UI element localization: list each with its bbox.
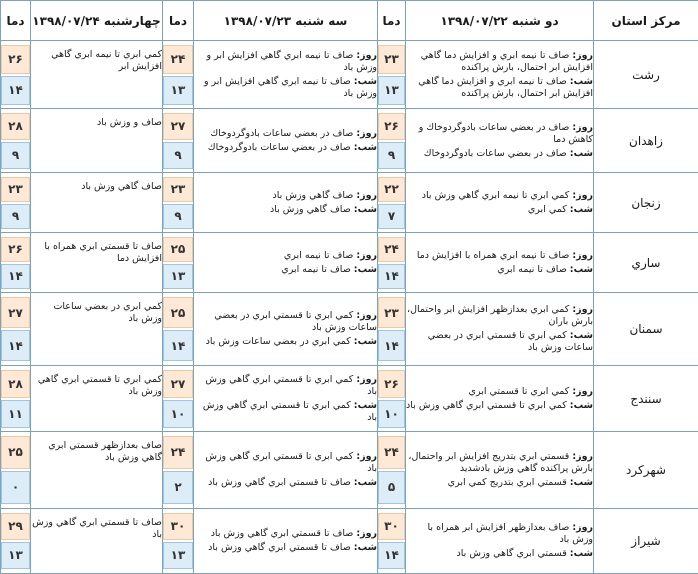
day1-night-text: كمي ابري تا قسمتي ابري گاهي وزش باد: [406, 399, 567, 411]
day3-max-temp: ۲۸: [1, 370, 30, 398]
day1-forecast: [406, 41, 594, 109]
day1-min-temp: ۱۴: [378, 264, 405, 289]
day3-forecast: [31, 109, 163, 173]
day2-temps: [163, 233, 194, 293]
day3-min-temp: ۱۴: [1, 264, 30, 289]
day2-night-text: صاف تا نیمه ابري: [281, 263, 351, 275]
day1-day-text: صاف تا نیمه ابري و افزایش دما گاهي افزایش ابر احتمال، بارش پراكنده: [420, 49, 593, 73]
day-label: روز:: [356, 310, 377, 322]
day2-day-line: [194, 190, 377, 202]
day2-day-text: كمي ابري تا قسمتي ابري گاهي وزش باد: [205, 450, 377, 474]
day3-text: صاف گاهي وزش باد: [81, 181, 162, 193]
day3-text: كمي ابري تا قسمتي ابري گاهي وزش باد: [37, 373, 162, 397]
day-label: روز:: [572, 304, 593, 316]
day1-temps: [378, 41, 406, 109]
day3-temps: [1, 41, 31, 109]
day1-temps: [378, 233, 406, 293]
day1-max-temp: ۲۴: [378, 237, 405, 262]
header-temp2: دما: [163, 1, 194, 41]
day2-day-line: [194, 374, 377, 398]
day1-day-text: كمي ابري تا نیمه ابري گاهي وزش باد: [421, 189, 570, 201]
city-name: سنندج: [594, 365, 698, 431]
table-row: [1, 432, 698, 509]
table-row: [1, 173, 698, 233]
day-label: روز:: [572, 189, 593, 201]
day-label: روز:: [356, 189, 377, 201]
day1-forecast: [406, 293, 594, 365]
day1-night-line: [406, 330, 593, 354]
city-name: شهركرد: [594, 432, 698, 509]
day3-text: كمي ابري تا نیمه ابري گاهي افزایش ابر: [51, 49, 162, 72]
day1-day-line: [406, 304, 593, 328]
day2-max-temp: ۲۷: [163, 113, 193, 140]
day-label: روز:: [572, 385, 593, 397]
day1-day-line: [406, 386, 593, 398]
day1-night-text: صاف تا نیمه ابري: [497, 263, 567, 275]
day1-min-temp: ۹: [378, 142, 405, 169]
day3-forecast: [31, 508, 163, 573]
day-label: روز:: [572, 521, 593, 533]
day3-text: صاف تا قسمتي ابري همراه با افزایش دما: [44, 241, 162, 265]
day1-forecast: [406, 508, 594, 573]
day3-max-temp: ۲۶: [1, 45, 30, 74]
day-label: روز:: [572, 249, 593, 261]
day1-temps: [378, 109, 406, 173]
day2-night-line: [194, 400, 377, 424]
day2-night-line: [194, 142, 377, 154]
day3-min-temp: ۹: [1, 142, 30, 169]
day1-min-temp: ۱۴: [378, 542, 405, 569]
day2-temps: [163, 365, 194, 431]
day1-forecast: [406, 233, 594, 293]
day2-night-text: صاف تا قسمتي ابري گاهي وزش باد: [208, 476, 351, 488]
night-label: شب:: [353, 476, 377, 488]
day3-temps: [1, 109, 31, 173]
day3-temps: [1, 173, 31, 233]
night-label: شب:: [353, 203, 377, 215]
day1-night-line: [406, 477, 593, 489]
day1-night-text: كمي ابري: [527, 203, 567, 215]
day1-night-text: قسمتي ابري بتدريج كمي ابري: [447, 476, 567, 488]
day2-min-temp: ۱۳: [163, 76, 193, 105]
day2-day-text: صاف تا قسمتي ابري گاهي وزش باد: [210, 527, 354, 539]
day2-day-line: [194, 528, 377, 540]
day1-night-line: [406, 76, 593, 100]
day2-forecast: [194, 109, 378, 173]
day2-forecast: [194, 432, 378, 509]
day2-day-line: [194, 250, 377, 262]
day2-night-text: كمي ابري در بعضي ساعات وزش باد: [205, 336, 351, 348]
day1-max-temp: ۲۶: [378, 113, 405, 140]
night-label: شب:: [353, 541, 377, 553]
day1-day-line: [406, 122, 593, 146]
day3-text: صاف و وزش باد: [97, 117, 162, 129]
day2-max-temp: ۲۷: [163, 370, 193, 398]
day3-temps: [1, 365, 31, 431]
forecast-rows: [1, 41, 698, 574]
day1-night-line: [406, 204, 593, 216]
day1-min-temp: ۱۳: [378, 76, 405, 105]
day1-day-line: [406, 522, 593, 546]
day2-forecast: [194, 365, 378, 431]
day-label: روز:: [356, 527, 377, 539]
day2-night-text: كمي ابري تا قسمتي ابري گاهي وزش باد: [202, 399, 377, 423]
day1-night-line: [406, 264, 593, 276]
day3-min-temp: ۱۴: [1, 330, 30, 361]
header-center: مرکز استان: [594, 1, 698, 41]
day2-night-line: [194, 264, 377, 276]
day3-forecast: [31, 173, 163, 233]
city-name: سمنان: [594, 293, 698, 365]
day2-day-line: [194, 128, 377, 140]
day3-text: كمي ابري در بعضي ساعات وزش باد: [53, 301, 162, 325]
day2-min-temp: ۹: [163, 204, 193, 229]
day2-night-text: صاف تا نیمه ابري گاهي افزایش ابر و وزش باد: [203, 75, 377, 99]
day1-day-text: قسمتي ابري بتدريج افزایش ابر واحتمال، بارش پراكنده گاهي وزش بادشديد: [408, 450, 593, 474]
night-label: شب:: [569, 547, 593, 559]
day1-day-line: [406, 190, 593, 202]
day2-forecast: [194, 293, 378, 365]
day1-temps: [378, 365, 406, 431]
day2-day-text: كمي ابري تا قسمتي ابري گاهي وزش باد: [205, 373, 377, 397]
day2-max-temp: ۲۴: [163, 45, 193, 74]
day2-day-line: [194, 50, 377, 74]
day1-day-text: صاف تا نیمه ابري همراه با افزایش دما: [416, 249, 570, 261]
day2-night-text: صاف گاهي وزش باد: [270, 203, 351, 215]
day2-min-temp: ۱۴: [163, 330, 193, 361]
header-temp3: دما: [1, 1, 31, 41]
day3-min-temp: ۱۴: [1, 76, 30, 105]
day3-max-temp: ۲۷: [1, 297, 30, 328]
table-row: [1, 109, 698, 173]
day-label: روز:: [356, 249, 377, 261]
day1-forecast: [406, 173, 594, 233]
day3-temps: [1, 233, 31, 293]
day3-temps: [1, 293, 31, 365]
day2-max-temp: ۲۵: [163, 297, 193, 328]
day3-min-temp: ۱۳: [1, 542, 30, 569]
night-label: شب:: [569, 330, 593, 342]
day2-min-temp: ۱۰: [163, 400, 193, 428]
night-label: شب:: [569, 476, 593, 488]
day1-max-temp: ۲۶: [378, 370, 405, 398]
day3-max-temp: ۲۸: [1, 113, 30, 140]
day3-forecast: [31, 233, 163, 293]
day2-forecast: [194, 508, 378, 573]
day2-max-temp: ۲۴: [163, 436, 193, 469]
night-label: شب:: [353, 399, 377, 411]
city-name: رشت: [594, 41, 698, 109]
day1-forecast: [406, 109, 594, 173]
day2-temps: [163, 432, 194, 509]
day1-night-line: [406, 148, 593, 160]
day-label: روز:: [356, 49, 377, 61]
day-label: روز:: [572, 450, 593, 462]
day1-temps: [378, 173, 406, 233]
day2-max-temp: ۳۰: [163, 513, 193, 540]
day1-max-temp: ۳۰: [378, 513, 405, 540]
day-label: روز:: [572, 121, 593, 133]
day2-day-text: صاف گاهي وزش باد: [272, 189, 354, 201]
day2-temps: [163, 109, 194, 173]
day1-min-temp: ۱۰: [378, 400, 405, 428]
header-row: [1, 1, 698, 41]
day3-min-temp: ۱۱: [1, 400, 30, 428]
day1-temps: [378, 293, 406, 365]
day-label: روز:: [356, 127, 377, 139]
day3-forecast: [31, 293, 163, 365]
day2-day-text: كمي ابري تا قسمتي ابري در بعضي ساعات وزش باد: [214, 310, 377, 334]
day1-night-text: صاف در بعضي ساعات بادوگردوخاك: [423, 147, 567, 159]
city-name: شیراز: [594, 508, 698, 573]
day2-night-line: [194, 76, 377, 100]
day2-day-line: [194, 451, 377, 475]
day1-min-temp: ۷: [378, 204, 405, 229]
day1-max-temp: ۲۲: [378, 177, 405, 202]
day2-max-temp: ۲۵: [163, 237, 193, 262]
day3-text: صاف بعدازظهر قسمتي ابري گاهي وزش باد: [48, 440, 162, 464]
day1-day-line: [406, 250, 593, 262]
day3-max-temp: ۲۵: [1, 436, 30, 469]
day3-text: صاف تا قسمتي ابري گاهي وزش باد: [32, 516, 162, 540]
day1-day-text: صاف بعدازظهر افزایش ابر همراه با وزش باد: [427, 521, 593, 545]
night-label: شب:: [569, 147, 593, 159]
night-label: شب:: [353, 336, 377, 348]
day1-temps: [378, 508, 406, 573]
day1-day-line: [406, 50, 593, 74]
day3-max-temp: ۲۶: [1, 237, 30, 262]
day3-min-temp: ۰: [1, 471, 30, 504]
day2-min-temp: ۹: [163, 142, 193, 169]
day2-min-temp: ۲: [163, 471, 193, 504]
day3-max-temp: ۲۳: [1, 177, 30, 202]
day2-night-line: [194, 204, 377, 216]
night-label: شب:: [569, 203, 593, 215]
day1-night-text: كمي ابري تا قسمتي ابري در بعضي ساعات وزش باد: [427, 330, 593, 354]
table-row: [1, 233, 698, 293]
day1-night-line: [406, 400, 593, 412]
day2-day-text: صاف در بعضي ساعات بادوگردوخاك: [210, 127, 354, 139]
day3-forecast: [31, 432, 163, 509]
day2-night-text: صاف در بعضي ساعات بادوگردوخاك: [207, 141, 351, 153]
day1-forecast: [406, 365, 594, 431]
night-label: شب:: [353, 75, 377, 87]
table-row: [1, 508, 698, 573]
day1-night-text: صاف تا نیمه ابري و افزایش دما گاهي افزایش ابر احتمال، بارش پراكنده: [418, 75, 593, 99]
header-day3: چهارشنبه ۱۳۹۸/۰۷/۲۴: [31, 1, 163, 41]
day2-night-text: صاف تا قسمتي ابري گاهي وزش باد: [208, 541, 351, 553]
day1-day-text: كمي ابري تا قسمتي ابري: [468, 385, 570, 397]
day1-day-text: صاف در بعضي ساعات بادوگردوخاك و كاهش دما: [418, 121, 593, 145]
day-label: روز:: [356, 373, 377, 385]
day-label: روز:: [356, 450, 377, 462]
day1-night-text: قسمتي ابري گاهي وزش باد: [456, 547, 567, 559]
day1-day-text: كمي ابري بعدازظهر افزایش ابر واحتمال، بارش باران: [407, 304, 593, 328]
day2-temps: [163, 293, 194, 365]
night-label: شب:: [353, 263, 377, 275]
day3-forecast: [31, 41, 163, 109]
header-day2: سه شنبه ۱۳۹۸/۰۷/۲۳: [194, 1, 378, 41]
day2-forecast: [194, 41, 378, 109]
night-label: شب:: [569, 75, 593, 87]
day2-day-text: صاف تا نیمه ابري: [283, 249, 354, 261]
day2-night-line: [194, 336, 377, 348]
day2-temps: [163, 508, 194, 573]
day2-forecast: [194, 233, 378, 293]
day2-forecast: [194, 173, 378, 233]
day1-day-line: [406, 451, 593, 475]
day1-min-temp: ۵: [378, 471, 405, 504]
city-name: ساري: [594, 233, 698, 293]
day1-min-temp: ۱۴: [378, 330, 405, 361]
table-row: [1, 293, 698, 365]
day3-temps: [1, 508, 31, 573]
day2-night-line: [194, 542, 377, 554]
day3-min-temp: ۹: [1, 204, 30, 229]
day2-min-temp: ۱۳: [163, 264, 193, 289]
city-name: زاهدان: [594, 109, 698, 173]
header-day1: دو شنبه ۱۳۹۸/۰۷/۲۲: [406, 1, 594, 41]
day3-max-temp: ۲۹: [1, 513, 30, 540]
table-row: [1, 365, 698, 431]
city-name: زنجان: [594, 173, 698, 233]
day3-temps: [1, 432, 31, 509]
day2-day-text: صاف تا نیمه ابري گاهي افزایش ابر و وزش باد: [206, 49, 377, 73]
day1-forecast: [406, 432, 594, 509]
day2-temps: [163, 173, 194, 233]
day1-night-line: [406, 548, 593, 560]
table-row: [1, 41, 698, 109]
night-label: شب:: [569, 399, 593, 411]
night-label: شب:: [569, 263, 593, 275]
day-label: روز:: [572, 49, 593, 61]
day2-max-temp: ۲۳: [163, 177, 193, 202]
header-temp1: دما: [378, 1, 406, 41]
day2-day-line: [194, 310, 377, 334]
day1-temps: [378, 432, 406, 509]
night-label: شب:: [353, 141, 377, 153]
day1-max-temp: ۲۳: [378, 297, 405, 328]
day2-night-line: [194, 477, 377, 489]
day1-max-temp: ۲۴: [378, 436, 405, 469]
day2-min-temp: ۱۳: [163, 542, 193, 569]
day1-max-temp: ۲۳: [378, 45, 405, 74]
day2-temps: [163, 41, 194, 109]
day3-forecast: [31, 365, 163, 431]
